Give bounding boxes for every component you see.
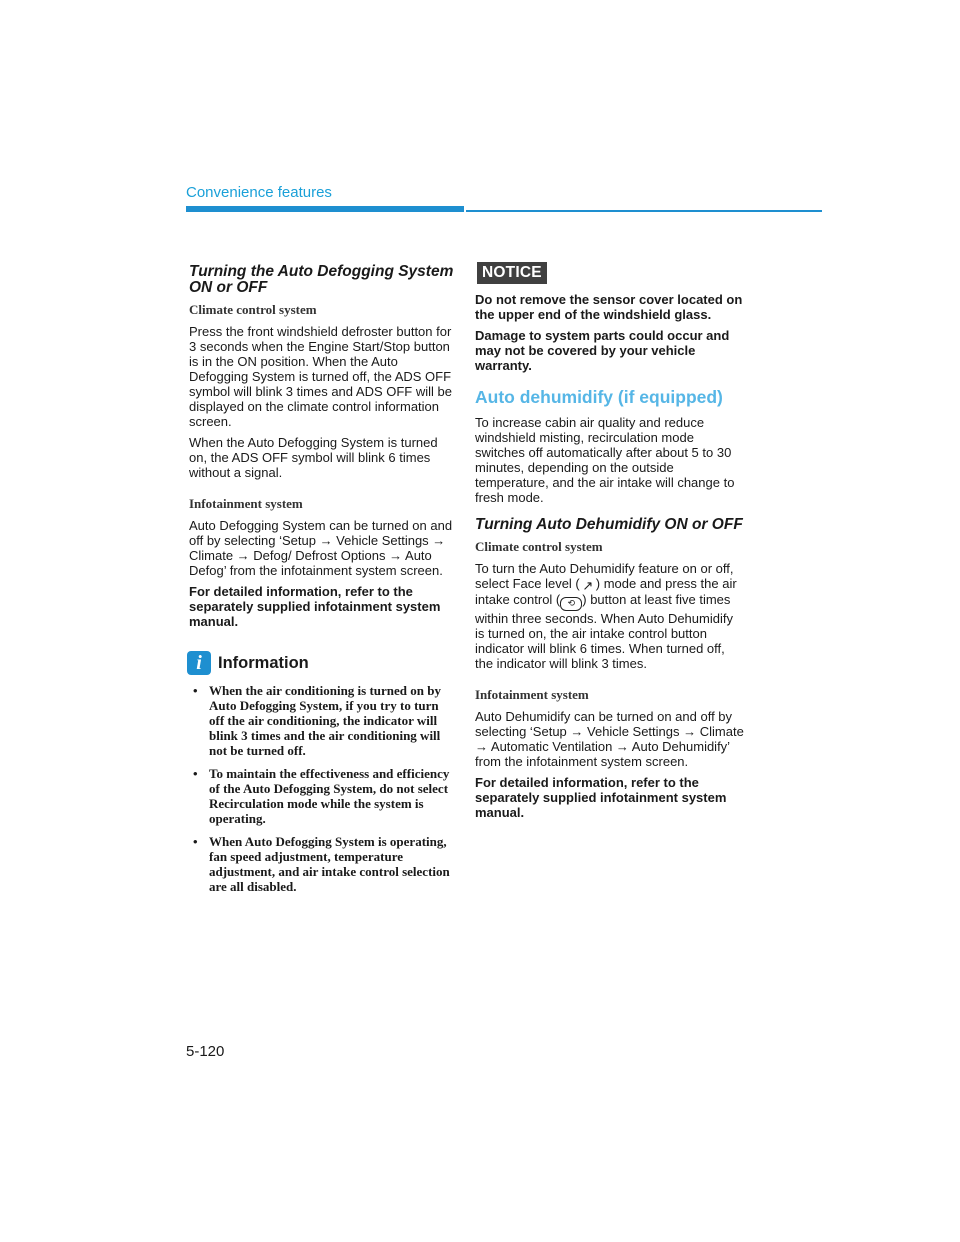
information-header [187,651,457,675]
right-column [475,262,745,826]
list-item: • To maintain the effectiveness and efficiency of the Auto Defogging System, do not select Recirculation mode while the system is operating. [189,766,457,826]
header-rule-thin [466,210,822,212]
information-icon: i [187,651,211,675]
paragraph-bold: For detailed information, refer to the separately supplied infotainment system manual. [475,775,727,820]
paragraph-with-icons [475,561,745,671]
paragraph: Press the front windshield defroster button for 3 seconds when the Engine Start/Stop button is in the ON position. When the Auto Defogging System is turned off, the ADS OFF symbol will blink 3 times and ADS OFF will be displayed on the climate control information screen. [189,324,452,429]
page-number: 5-120 [186,1043,225,1060]
text-run: ) mode and press the air intake control ( [475,576,737,607]
paragraph: Auto Defogging System can be turned on and off by selecting ‘Setup → Vehicle Settings → Climate → Defog/ Defrost Options → Auto Defog’ from the infotainment system screen. [189,518,453,578]
paragraph: When the Auto Defogging System is turned on, the ADS OFF symbol will blink 6 times without a signal. [189,435,438,480]
list-item: • When Auto Defogging System is operating, fan speed adjustment, temperature adjustment, and air intake control selection are all disabled. [189,834,457,894]
subheading-climate-control: Climate control system [475,539,603,554]
notice-text: Damage to system parts could occur and may not be covered by your vehicle warranty. [475,328,730,373]
face-level-icon: ↗ [582,578,594,593]
section-heading-auto-dehumidify: Turning Auto Dehumidify ON or OFF [475,516,743,533]
notice-text: Do not remove the sensor cover located on the upper end of the windshield glass. [475,292,743,322]
header-rule-thick [186,206,464,212]
subheading-infotainment: Infotainment system [475,687,589,702]
information-list [189,683,457,894]
subheading-climate-control: Climate control system [189,302,317,317]
section-heading-auto-defog: Turning the Auto Defogging System ON or OFF [189,263,454,296]
header-title: Convenience features [186,184,332,201]
subheading-infotainment: Infotainment system [189,496,303,511]
text-run: ) button at least five times within three seconds. When Auto Dehumidify is turned on, the air intake control button indicator will blink 6 times. When turned off, the indicator will blink 3 times. [475,592,733,671]
air-intake-icon: ⟲ [560,597,582,611]
list-item: • When the air conditioning is turned on by Auto Defogging System, if you try to turn off the air conditioning, the indicator will blink 3 times and the air conditioning will not be turned off. [189,683,457,758]
information-title: Information [218,653,309,672]
paragraph: To increase cabin air quality and reduce windshield misting, recirculation mode switches off automatically after about 5 to 30 minutes, depending on the outside temperature, and the air intake will change to fresh mode. [475,415,735,505]
paragraph: Auto Dehumidify can be turned on and off by selecting ‘Setup → Vehicle Settings → Climate → Automatic Ventilation → Auto Dehumidify’ from the infotainment system screen. [475,709,744,769]
paragraph-bold: For detailed information, refer to the separately supplied infotainment system manual. [189,584,441,629]
left-column [189,264,457,902]
notice-badge: NOTICE [477,262,547,284]
section-title-auto-dehumidify: Auto dehumidify (if equipped) [475,387,723,407]
text-run: To turn the Auto Dehumidify feature on or off, select Face level ( [475,561,734,591]
